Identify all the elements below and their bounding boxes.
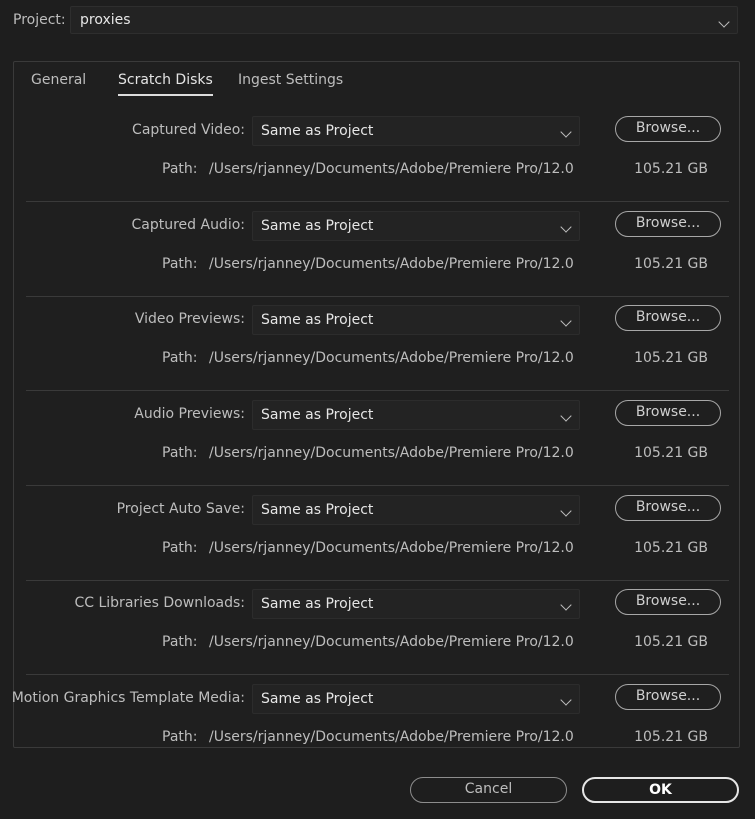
- section-captured-audio: [14, 203, 741, 297]
- section-label: Video Previews:: [134, 311, 245, 327]
- section-motion-graphics-template-media: [11, 676, 741, 770]
- dropdown-value: Same as Project: [261, 218, 374, 234]
- path-label: Path:: [162, 350, 198, 366]
- path-label: Path:: [162, 729, 198, 745]
- disk-size: 105.21 GB: [634, 540, 708, 556]
- video-previews-browse-button[interactable]: Browse...: [615, 305, 721, 331]
- section-captured-video: [14, 108, 741, 202]
- section-project-auto-save: [14, 487, 741, 581]
- section-label: Captured Video:: [132, 122, 245, 138]
- captured-video-dropdown[interactable]: [252, 116, 580, 146]
- chevron-down-icon: [560, 599, 571, 610]
- disk-size: 105.21 GB: [634, 256, 708, 272]
- path-value: /Users/rjanney/Documents/Adobe/Premiere Pro/12.0: [209, 445, 574, 461]
- tab-general[interactable]: General: [31, 72, 87, 88]
- project-auto-save-dropdown[interactable]: [252, 495, 580, 525]
- project-auto-save-browse-button[interactable]: Browse...: [615, 495, 721, 521]
- section-label: Project Auto Save:: [116, 501, 245, 517]
- section-label: CC Libraries Downloads:: [74, 595, 245, 611]
- divider: [26, 390, 729, 391]
- path-value: /Users/rjanney/Documents/Adobe/Premiere Pro/12.0: [209, 350, 574, 366]
- project-dropdown-value: proxies: [80, 12, 131, 28]
- disk-size: 105.21 GB: [634, 350, 708, 366]
- cc-libraries-downloads-dropdown[interactable]: [252, 589, 580, 619]
- disk-size: 105.21 GB: [634, 445, 708, 461]
- captured-audio-dropdown[interactable]: [252, 211, 580, 241]
- audio-previews-browse-button[interactable]: Browse...: [615, 400, 721, 426]
- project-dropdown[interactable]: [70, 6, 738, 34]
- disk-size: 105.21 GB: [634, 634, 708, 650]
- section-label: Motion Graphics Template Media:: [11, 690, 245, 706]
- dropdown-value: Same as Project: [261, 596, 374, 612]
- dropdown-value: Same as Project: [261, 502, 374, 518]
- section-cc-libraries-downloads: [14, 581, 741, 675]
- path-value: /Users/rjanney/Documents/Adobe/Premiere Pro/12.0: [209, 256, 574, 272]
- ok-button[interactable]: OK: [582, 777, 739, 803]
- path-value: /Users/rjanney/Documents/Adobe/Premiere Pro/12.0: [209, 634, 574, 650]
- divider: [26, 201, 729, 202]
- path-value: /Users/rjanney/Documents/Adobe/Premiere Pro/12.0: [209, 729, 574, 745]
- captured-audio-browse-button[interactable]: Browse...: [615, 211, 721, 237]
- tab-scratch-disks[interactable]: Scratch Disks: [118, 72, 213, 96]
- section-label: Audio Previews:: [134, 406, 245, 422]
- dropdown-value: Same as Project: [261, 407, 374, 423]
- project-row: [0, 0, 755, 44]
- chevron-down-icon: [560, 126, 571, 137]
- path-label: Path:: [162, 634, 198, 650]
- chevron-down-icon: [560, 505, 571, 516]
- path-label: Path:: [162, 256, 198, 272]
- scratch-disks-panel: [13, 61, 740, 748]
- captured-video-browse-button[interactable]: Browse...: [615, 116, 721, 142]
- dropdown-value: Same as Project: [261, 691, 374, 707]
- path-label: Path:: [162, 161, 198, 177]
- divider: [26, 485, 729, 486]
- section-video-previews: [14, 297, 741, 391]
- path-label: Path:: [162, 540, 198, 556]
- disk-size: 105.21 GB: [634, 161, 708, 177]
- chevron-down-icon: [560, 315, 571, 326]
- motion-graphics-template-media-browse-button[interactable]: Browse...: [615, 684, 721, 710]
- divider: [26, 674, 729, 675]
- dropdown-value: Same as Project: [261, 123, 374, 139]
- motion-graphics-template-media-dropdown[interactable]: [252, 684, 580, 714]
- disk-size: 105.21 GB: [634, 729, 708, 745]
- chevron-down-icon: [560, 221, 571, 232]
- chevron-down-icon: [560, 410, 571, 421]
- section-label: Captured Audio:: [131, 217, 245, 233]
- path-label: Path:: [162, 445, 198, 461]
- chevron-down-icon: [718, 16, 729, 27]
- cc-libraries-downloads-browse-button[interactable]: Browse...: [615, 589, 721, 615]
- path-value: /Users/rjanney/Documents/Adobe/Premiere Pro/12.0: [209, 161, 574, 177]
- video-previews-dropdown[interactable]: [252, 305, 580, 335]
- path-value: /Users/rjanney/Documents/Adobe/Premiere Pro/12.0: [209, 540, 574, 556]
- tab-ingest-settings[interactable]: Ingest Settings: [238, 72, 344, 88]
- chevron-down-icon: [560, 694, 571, 705]
- cancel-button[interactable]: Cancel: [410, 777, 567, 803]
- audio-previews-dropdown[interactable]: [252, 400, 580, 430]
- section-audio-previews: [14, 392, 741, 486]
- dropdown-value: Same as Project: [261, 312, 374, 328]
- project-label: Project:: [13, 12, 66, 28]
